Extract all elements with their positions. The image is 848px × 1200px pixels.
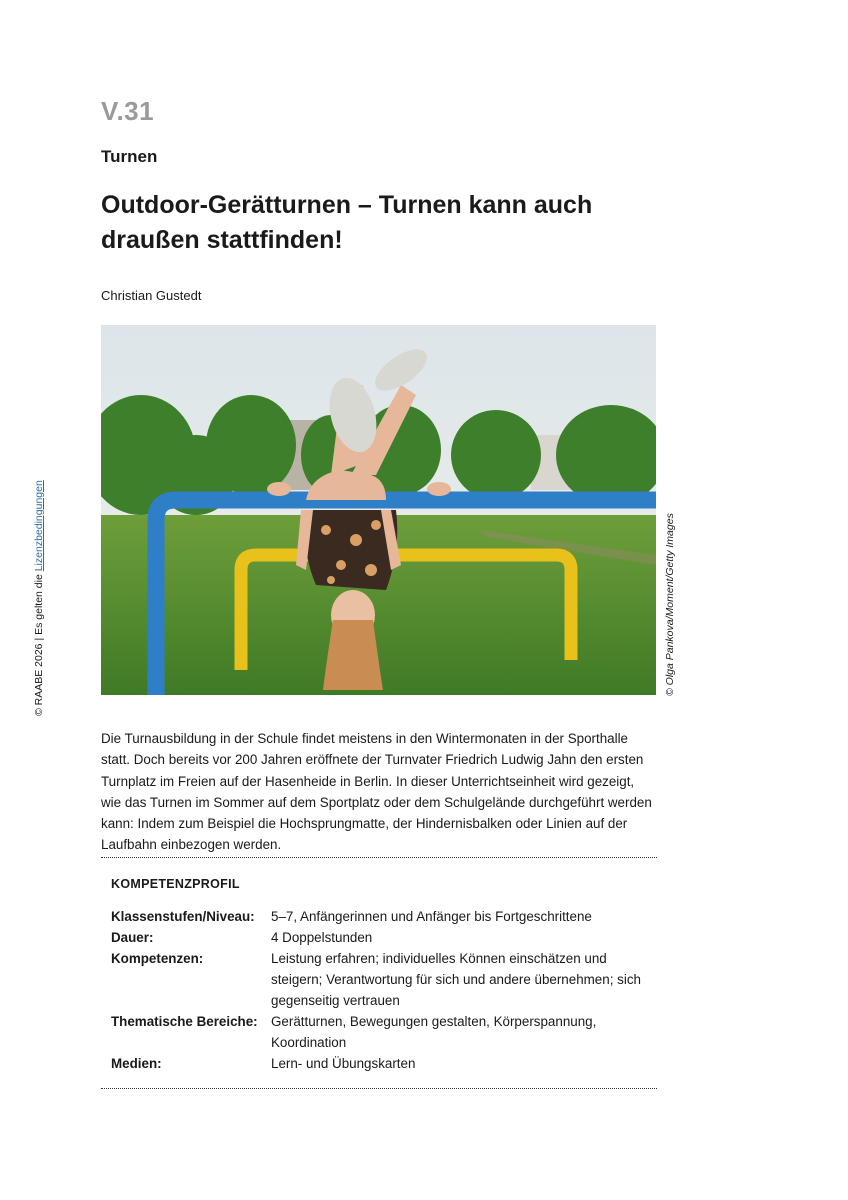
profile-key: Klassenstufen/Niveau: — [111, 909, 255, 924]
license-notice — [33, 476, 45, 716]
table-row — [111, 1053, 656, 1074]
profile-divider-top — [101, 857, 657, 858]
author-name: Christian Gustedt — [101, 288, 202, 303]
profile-value: 5–7, Anfängerinnen und Anfänger bis Fortgeschrittene — [271, 909, 592, 924]
profile-value: Gerätturnen, Bewegungen gestalten, Körperspannung, Koordination — [271, 1014, 597, 1050]
subject-label: Turnen — [101, 147, 158, 166]
photo-credit: © Olga Pankova/Moment/Getty Images — [664, 513, 676, 696]
profile-value: 4 Doppelstunden — [271, 930, 373, 945]
profile-key: Kompetenzen: — [111, 951, 204, 966]
profile-divider-bottom — [101, 1088, 657, 1089]
cover-photo — [101, 325, 656, 695]
profile-value: Lern- und Übungskarten — [271, 1056, 416, 1071]
profile-heading: KOMPETENZPROFIL — [111, 877, 240, 891]
section-code: V.31 — [101, 96, 155, 126]
table-row — [111, 906, 656, 927]
license-link[interactable]: Lizenzbedingungen — [33, 480, 45, 572]
page-title: Outdoor-Gerätturnen – Turnen kann auch draußen stattfinden! — [101, 191, 593, 254]
profile-key: Dauer: — [111, 930, 154, 945]
table-row — [111, 927, 656, 948]
table-row — [111, 1011, 656, 1053]
profile-key: Medien: — [111, 1056, 162, 1071]
competence-profile-table — [111, 906, 656, 1074]
cover-photo-illustration — [101, 325, 656, 695]
table-row — [111, 948, 656, 1011]
intro-paragraph: Die Turnausbildung in der Schule findet meistens in den Wintermonaten in der Sporthalle statt. Doch bereits vor 200 Jahren eröffnete der Turnvater Friedrich Ludwig Jahn den ersten Turnplatz im Freien auf der Hasenheide in Berlin. In dieser Unterrichtseinheit wird gezeigt, wie das Turnen im Sommer auf dem Sportplatz oder dem Schulgelände durchgeführt werden kann: Indem zum Beispiel die Hochsprungmatte, der Hindernisbalken oder Linien auf der Laufbahn einbezogen werden. — [101, 731, 652, 853]
profile-value: Leistung erfahren; individuelles Können einschätzen und steigern; Verantwortung für sich und andere übernehmen; sich gegenseitig vertrauen — [271, 951, 641, 1008]
license-notice-text: © RAABE 2026 | Es gelten die — [33, 571, 45, 716]
profile-key: Thematische Bereiche: — [111, 1014, 258, 1029]
